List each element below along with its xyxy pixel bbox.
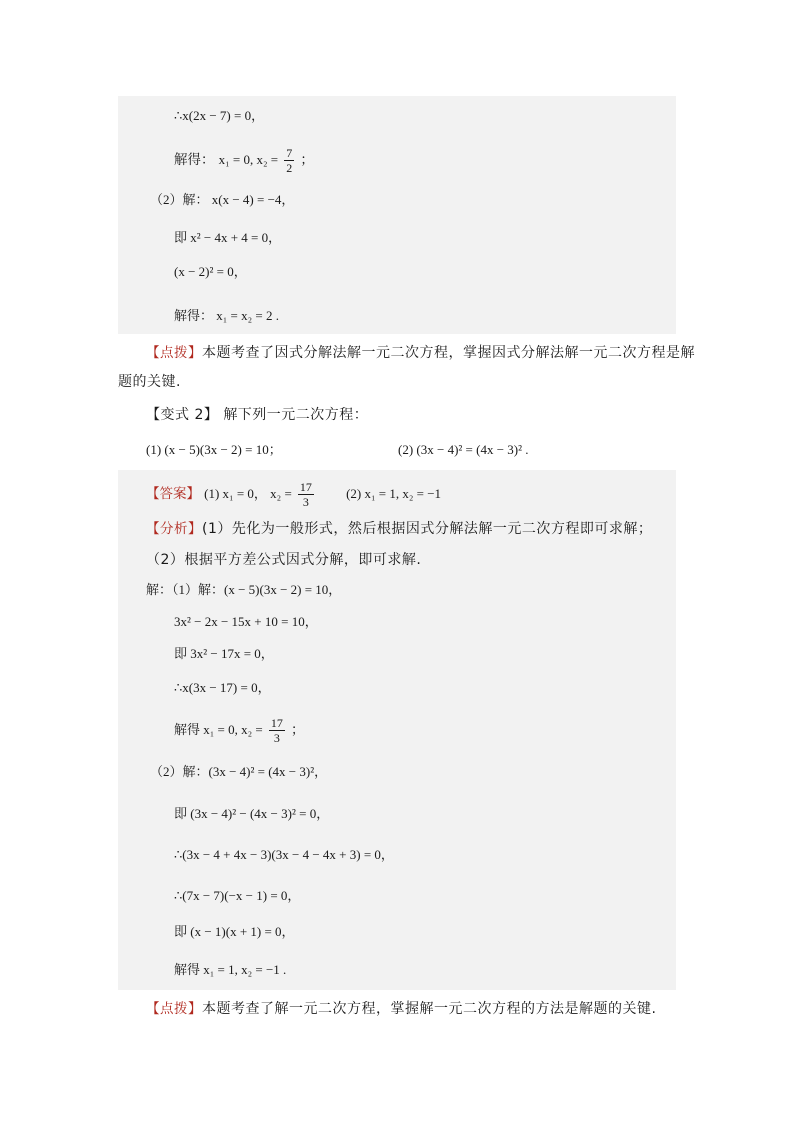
fraction: $\frac{17}{3}$	[270, 716, 283, 745]
solution-line-7: 即 (3x − 4)² − (4x − 3)² = 0，	[174, 806, 330, 821]
analysis-line-1: 【分析】(1）先化为一般形式，然后根据因式分解法解一元二次方程即可求解；	[146, 521, 653, 537]
eq-solution-1: 解得： x₁ = 0, x₂ = $\frac{7}{2}$ ；	[174, 146, 314, 175]
solution-line-5: 解得 x₁ = 0, x₂ = $\frac{17}{3}$ ；	[174, 716, 305, 745]
variant-heading: 【变式 2】 解下列一元二次方程：	[146, 407, 369, 423]
eq-part2-start: （2）解： x(x − 4) = −4，	[150, 192, 295, 207]
fraction: $\frac{17}{3}$	[299, 480, 312, 509]
solution-line-2: 3x² − 2x − 15x + 10 = 10，	[174, 614, 318, 629]
answer-line: 【答案】 (1) x₁ = 0， x₂ = $\frac{17}{3}$ (2) x₁ = 1, x₂ = −1	[146, 480, 442, 509]
solution-line-9: ∴(7x − 7)(−x − 1) = 0，	[174, 888, 301, 903]
analysis-line-2: （2）根据平方差公式因式分解，即可求解.	[146, 552, 422, 568]
fraction: $\frac{7}{2}$	[286, 146, 293, 175]
eq-square: (x − 2)² = 0，	[174, 264, 247, 279]
solution-shade-1	[118, 96, 676, 334]
question-2: (2) (3x − 4)² = (4x − 3)² .	[398, 442, 529, 457]
solution-line-4: ∴x(3x − 17) = 0，	[174, 680, 271, 695]
solution-line-8: ∴(3x − 4 + 4x − 3)(3x − 4 − 4x + 3) = 0，	[174, 847, 394, 862]
solution-line-3: 即 3x² − 17x = 0，	[174, 646, 274, 661]
eq-expanded: 即 x² − 4x + 4 = 0，	[174, 230, 282, 245]
tip-paragraph-1-cont: 题的关键.	[118, 374, 181, 390]
solution-line-11: 解得 x₁ = 1, x₂ = −1 .	[174, 962, 287, 977]
tip-paragraph-1: 【点拨】本题考查了因式分解法解一元二次方程，掌握因式分解法解一元二次方程是解	[146, 345, 695, 361]
tip-paragraph-2: 【点拨】本题考查了解一元二次方程，掌握解一元二次方程的方法是解题的关键.	[146, 1001, 657, 1017]
eq-factored: ∴x(2x − 7) = 0，	[174, 108, 265, 123]
eq-solution-2: 解得： x₁ = x₂ = 2 .	[174, 308, 279, 323]
solution-line-10: 即 (x − 1)(x + 1) = 0，	[174, 924, 295, 939]
solution-line-1: 解：（1）解：(x − 5)(3x − 2) = 10，	[146, 582, 342, 597]
question-1: (1) (x − 5)(3x − 2) = 10；	[146, 442, 282, 457]
solution-line-6: （2）解：(3x − 4)² = (4x − 3)²，	[150, 764, 328, 779]
